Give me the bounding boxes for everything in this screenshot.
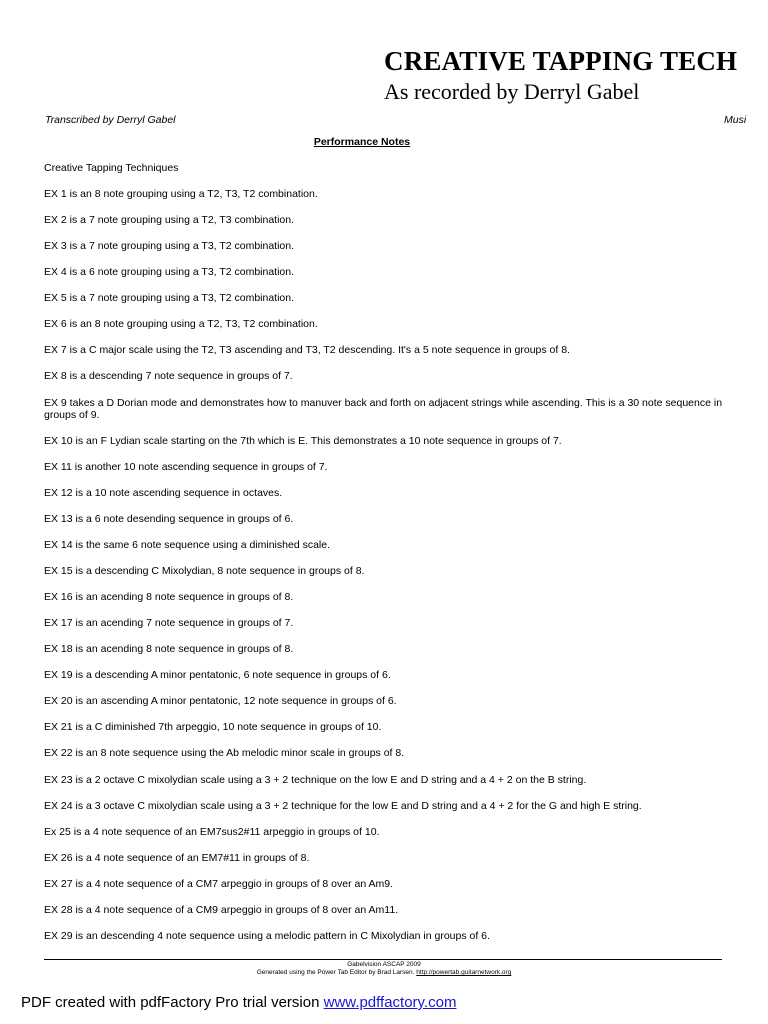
footer-divider: [44, 959, 722, 960]
notes-line: EX 16 is an acending 8 note sequence in groups of 8.: [44, 591, 294, 603]
powertab-link[interactable]: http://powertab.guitarnetwork.org: [416, 969, 512, 976]
notes-line: EX 6 is an 8 note grouping using a T2, T3, T2 combination.: [44, 318, 318, 330]
transcribed-by: Transcribed by Derryl Gabel: [45, 114, 176, 126]
notes-line: EX 7 is a C major scale using the T2, T3 ascending and T3, T2 descending. It's a 5 note sequence in groups of 8.: [44, 344, 570, 356]
footer-generated-text: Generated using the Power Tab Editor by Brad Larsen.: [256, 969, 415, 976]
notes-line: EX 17 is an acending 7 note sequence in groups of 7.: [44, 617, 294, 629]
notes-line: EX 8 is a descending 7 note sequence in groups of 7.: [44, 370, 293, 382]
notes-line: EX 21 is a C diminished 7th arpeggio, 10 note sequence in groups of 10.: [44, 721, 382, 733]
footer-generated: [0, 969, 768, 976]
notes-line: EX 23 is a 2 octave C mixolydian scale using a 3 + 2 technique on the low E and D string and a 4 + 2 on the B string.: [44, 774, 587, 786]
notes-line: EX 3 is a 7 note grouping using a T3, T2 combination.: [44, 240, 295, 252]
notes-line: EX 19 is a descending A minor pentatonic, 6 note sequence in groups of 6.: [44, 669, 391, 681]
notes-line: EX 10 is an F Lydian scale starting on the 7th which is E. This demonstrates a 10 note sequence in groups of 7.: [44, 435, 562, 447]
notes-line: EX 13 is a 6 note desending sequence in groups of 6.: [44, 513, 294, 525]
notes-line: EX 15 is a descending C Mixolydian, 8 note sequence in groups of 8.: [44, 565, 365, 577]
performance-notes-heading: Performance Notes: [313, 136, 411, 148]
notes-line: EX 14 is the same 6 note sequence using a diminished scale.: [44, 539, 331, 551]
notes-line: EX 24 is a 3 octave C mixolydian scale using a 3 + 2 technique for the low E and D string and a 4 + 2 for the G and high E string.: [44, 800, 642, 812]
notes-line: EX 28 is a 4 note sequence of a CM9 arpeggio in groups of 8 over an Am11.: [44, 904, 399, 916]
notes-line: EX 20 is an ascending A minor pentatonic, 12 note sequence in groups of 6.: [44, 695, 397, 707]
notes-line: Ex 25 is a 4 note sequence of an EM7sus2#11 arpeggio in groups of 10.: [44, 826, 380, 838]
notes-line: EX 11 is another 10 note ascending sequence in groups of 7.: [44, 461, 328, 473]
notes-line: EX 1 is an 8 note grouping using a T2, T3, T2 combination.: [44, 188, 318, 200]
pdf-trial-notice: [21, 994, 456, 1011]
music-credit: Musi: [724, 114, 747, 126]
trial-text: PDF created with pdfFactory Pro trial version: [21, 994, 324, 1011]
notes-line: EX 12 is a 10 note ascending sequence in octaves.: [44, 487, 283, 499]
notes-line: EX 29 is an descending 4 note sequence using a melodic pattern in C Mixolydian in groups of 6.: [44, 930, 490, 942]
notes-line: EX 27 is a 4 note sequence of a CM7 arpeggio in groups of 8 over an Am9.: [44, 878, 394, 890]
notes-line: EX 2 is a 7 note grouping using a T2, T3 combination.: [44, 214, 295, 226]
notes-line: EX 4 is a 6 note grouping using a T3, T2 combination.: [44, 266, 295, 278]
notes-line: EX 22 is an 8 note sequence using the Ab melodic minor scale in groups of 8.: [44, 747, 405, 759]
notes-line: EX 5 is a 7 note grouping using a T3, T2 combination.: [44, 292, 295, 304]
notes-line: EX 18 is an acending 8 note sequence in groups of 8.: [44, 643, 294, 655]
notes-line: Creative Tapping Techniques: [44, 162, 179, 174]
notes-line: EX 9 takes a D Dorian mode and demonstrates how to manuver back and forth on adjacent strings while ascending. This is a 30 note sequence in groups of 9.: [44, 397, 723, 421]
page-subtitle: As recorded by Derryl Gabel: [384, 79, 640, 104]
pdffactory-link[interactable]: www.pdffactory.com: [323, 994, 457, 1011]
page-title: CREATIVE TAPPING TECH: [384, 46, 738, 76]
footer-copyright: Gabelvision ASCAP 2009: [347, 961, 421, 968]
notes-line: EX 26 is a 4 note sequence of an EM7#11 in groups of 8.: [44, 852, 310, 864]
